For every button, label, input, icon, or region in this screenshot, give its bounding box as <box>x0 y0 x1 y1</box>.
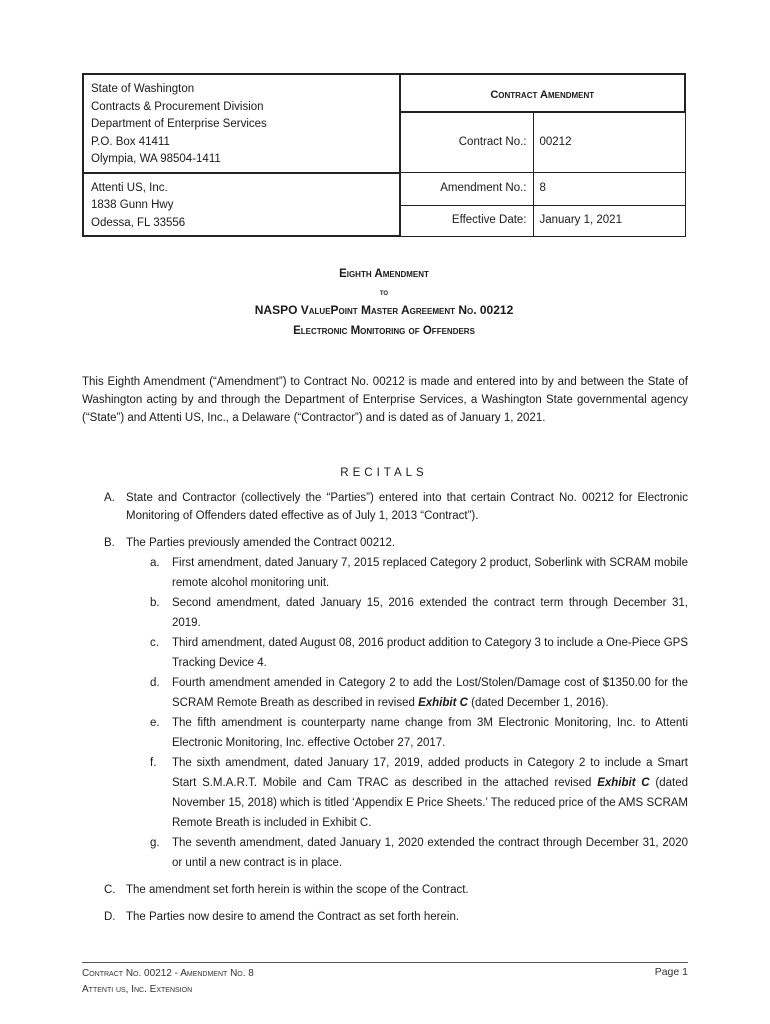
footer-rule <box>82 962 688 963</box>
address-line: Olympia, WA 98504-1411 <box>91 153 221 165</box>
amendment-text: Second amendment, dated January 15, 2016 extended the contract term through December 31, 2019. <box>172 597 688 629</box>
amendment-marker: c. <box>150 637 159 649</box>
amendment-text: The seventh amendment, dated January 1, 2020 extended the contract through December 31, 2020 or until a new contract is in place. <box>172 837 688 869</box>
document-type: Contract Amendment <box>400 74 686 112</box>
recitals-list <box>82 489 688 926</box>
amendment-item <box>82 673 688 713</box>
address-line: Attenti US, Inc. <box>91 181 168 194</box>
amendment-marker: e. <box>150 717 160 729</box>
document-title <box>82 264 686 341</box>
title-line: to <box>379 287 389 297</box>
page-number: Page 1 <box>654 966 688 978</box>
address-line: Contracts & Procurement Division <box>91 100 264 113</box>
amendment-text-part: (dated November 15, 2018) which is titled ‘Appendix E Price Sheets.’ The reduced price of the AMS SCRAM Remote Breath is included in Exhibit C. <box>172 777 688 829</box>
amendment-item <box>82 593 688 633</box>
amendment-text <box>172 757 688 829</box>
amendment-item <box>82 633 688 673</box>
address-line: State of Washington <box>91 83 195 95</box>
footer-contractor-ref: Attenti us, Inc. Extension <box>82 984 193 995</box>
title-line: Eighth Amendment <box>339 268 429 280</box>
recital-marker: C. <box>104 884 116 896</box>
page-footer <box>82 966 254 998</box>
intro-paragraph: This Eighth Amendment (“Amendment”) to Contract No. 00212 is made and entered into by and between the State of Washington acting by and through the Department of Enterprise Services, a Washington State governmental agency (“State”) and Attenti US, Inc., a Delaware (“Contractor”) and is dated as of January 1, 2021. <box>82 376 688 424</box>
amendment-marker: g. <box>150 837 160 849</box>
recital-item <box>82 908 688 926</box>
effective-date-value: January 1, 2021 <box>533 205 685 236</box>
recital-text: The Parties now desire to amend the Contract as set forth herein. <box>126 911 460 923</box>
address-line: Department of Enterprise Services <box>91 118 267 130</box>
exhibit-reference: Exhibit C <box>418 697 468 709</box>
amendment-item <box>82 833 688 873</box>
address-line: 1838 Gunn Hwy <box>91 199 174 211</box>
amendment-marker: f. <box>150 757 157 769</box>
amendment-marker: a. <box>150 557 160 569</box>
amendment-marker: b. <box>150 597 160 609</box>
recital-marker: D. <box>104 911 116 923</box>
recital-text: The Parties previously amended the Contract 00212. <box>126 537 396 549</box>
title-line: Electronic Monitoring of Offenders <box>293 325 475 337</box>
amendment-item <box>82 753 688 833</box>
amendment-text-part: The sixth amendment, dated January 17, 2019, added products in Category 2 to include a Smart Start S.M.A.R.T. Mobile and Cam TRAC as described in the attached revised <box>172 757 688 789</box>
amendment-text-part: Fourth amendment amended in Category 2 to add the Lost/Stolen/Damage cost of $1350.00 for the SCRAM Remote Breath as described in revised <box>172 677 688 709</box>
address-line: P.O. Box 41411 <box>91 135 170 148</box>
amendment-marker: d. <box>150 677 160 689</box>
contract-header-table <box>82 73 686 237</box>
prior-amendments-list <box>82 553 688 873</box>
recital-marker: B. <box>104 537 115 549</box>
recital-text: The amendment set forth herein is within the scope of the Contract. <box>126 884 469 896</box>
amendment-no-label: Amendment No.: <box>400 173 534 206</box>
exhibit-reference: Exhibit C <box>597 777 650 789</box>
amendment-no-value: 8 <box>533 173 685 206</box>
agency-address <box>83 74 400 173</box>
recital-marker: A. <box>104 492 115 504</box>
amendment-item <box>82 553 688 593</box>
recital-item <box>82 881 688 899</box>
contract-no-label: Contract No.: <box>400 112 534 172</box>
recitals-heading: RECITALS <box>340 467 428 479</box>
recital-item <box>82 489 688 525</box>
amendment-text-part: (dated December 1, 2016). <box>467 697 609 709</box>
contract-no-value: 00212 <box>533 112 685 172</box>
amendment-item <box>82 713 688 753</box>
effective-date-label: Effective Date: <box>400 205 534 236</box>
footer-contract-ref: Contract No. 00212 - Amendment No. 8 <box>82 968 254 979</box>
amendment-text: Third amendment, dated August 08, 2016 product addition to Category 3 to include a One-Piece GPS Tracking Device 4. <box>172 637 688 669</box>
recital-item <box>82 534 688 552</box>
recital-text: State and Contractor (collectively the “Parties”) entered into that certain Contract No. 00212 for Electronic Monitoring of Offenders dated effective as of July 1, 2013 “Contract”). <box>126 492 688 522</box>
contractor-address <box>83 173 400 237</box>
amendment-text: First amendment, dated January 7, 2015 replaced Category 2 product, Soberlink with SCRAM mobile remote alcohol monitoring unit. <box>172 557 688 589</box>
title-line: NASPO ValuePoint Master Agreement No. 00212 <box>254 303 514 317</box>
address-line: Odessa, FL 33556 <box>91 216 186 229</box>
amendment-text: The fifth amendment is counterparty name change from 3M Electronic Monitoring, Inc. to Attenti Electronic Monitoring, Inc. effective October 27, 2017. <box>172 717 688 749</box>
amendment-text <box>172 677 688 709</box>
